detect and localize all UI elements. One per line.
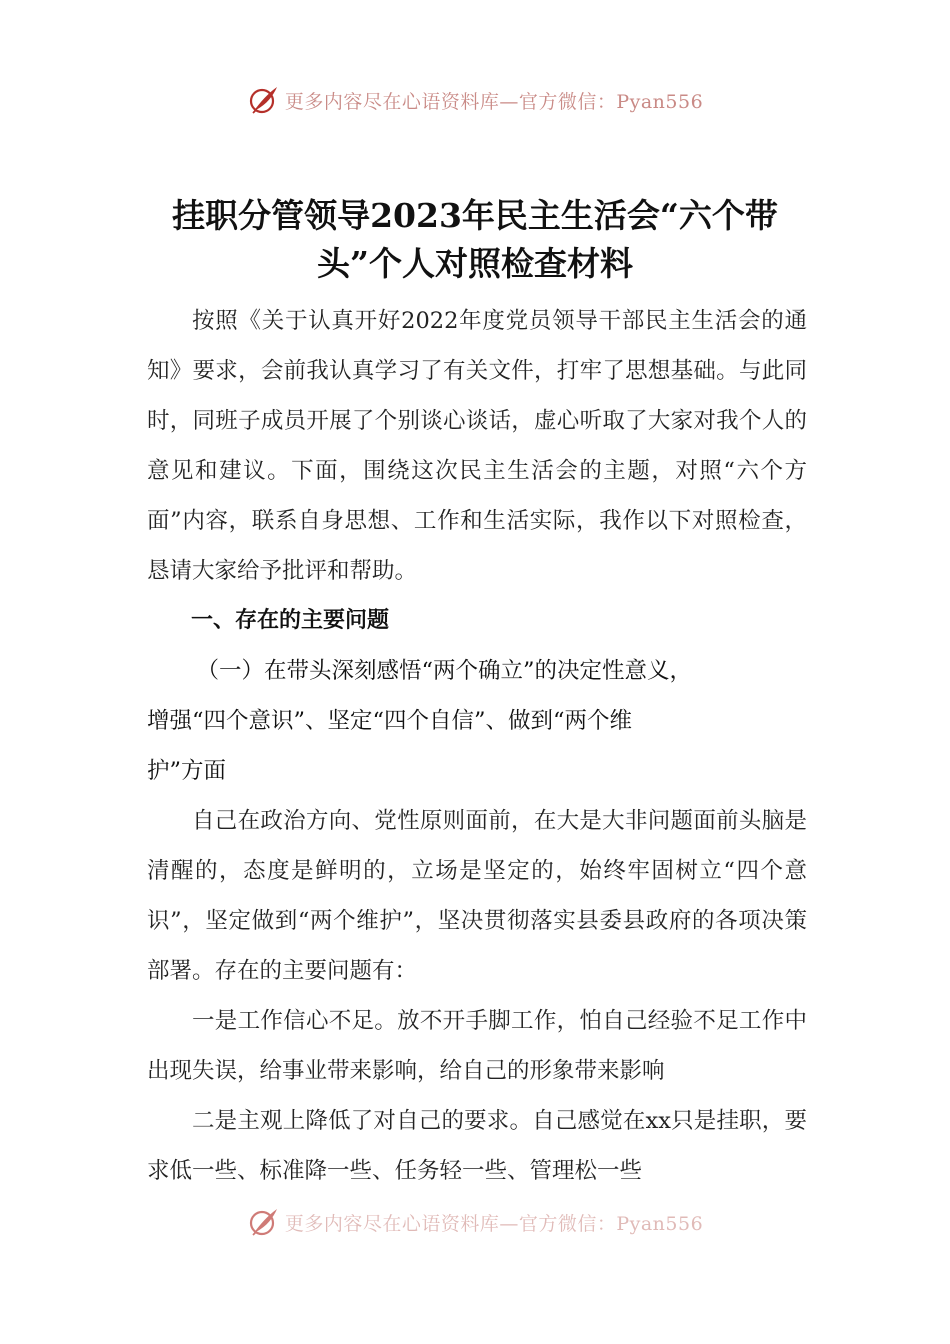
body-paragraph: 自己在政治方向、党性原则面前，在大是大非问题面前头脑是清醒的，态度是鲜明的，立场是坚定的，始终牢固树立“四个意识”，坚定做到“两个维护”，坚决贯彻落实县委县政府的各项决策部署。存在的主要问题有： xyxy=(147,808,807,984)
watermark-footer xyxy=(0,1206,950,1238)
intro-paragraph: 按照《关于认真开好2022年度党员领导干部民主生活会的通知》要求，会前我认真学习了有关文件，打牢了思想基础。与此同时，同班子成员开展了个别谈心谈话，虚心听取了大家对我个人的意见和建议。下面，围绕这次民主生活会的主题，对照“六个方面”内容，联系自身思想、工作和生活实际，我作以下对照检查，恳请大家给予批评和帮助。 xyxy=(147,308,807,584)
watermark-text: 更多内容尽在心语资料库—官方微信：Pyan556 xyxy=(284,90,704,113)
document-body xyxy=(147,296,807,1196)
watermark-text: 更多内容尽在心语资料库—官方微信：Pyan556 xyxy=(284,1212,704,1235)
watermark-header xyxy=(0,84,950,116)
feather-pen-logo-icon xyxy=(247,1206,279,1238)
subheading-line-1: （一）在带头深刻感悟“两个确立”的决定性意义， xyxy=(196,658,693,684)
subheading-line-3: 护”方面 xyxy=(147,758,227,784)
section-heading: 一、存在的主要问题 xyxy=(191,608,390,633)
title-line-1: 挂职分管领导2023年民主生活会“六个带 xyxy=(172,196,778,235)
title-line-2: 头”个人对照检查材料 xyxy=(317,244,633,283)
document-title xyxy=(140,192,810,288)
issue-paragraph-2: 二是主观上降低了对自己的要求。自己感觉在xx只是挂职，要求低一些、标准降一些、任务轻一些、管理松一些 xyxy=(147,1108,807,1184)
subheading-line-2: 增强“四个意识”、坚定“四个自信”、做到“两个维 xyxy=(147,708,633,734)
issue-paragraph-1: 一是工作信心不足。放不开手脚工作，怕自己经验不足工作中出现失误，给事业带来影响，给自己的形象带来影响 xyxy=(147,1008,807,1084)
feather-pen-logo-icon xyxy=(247,84,279,116)
